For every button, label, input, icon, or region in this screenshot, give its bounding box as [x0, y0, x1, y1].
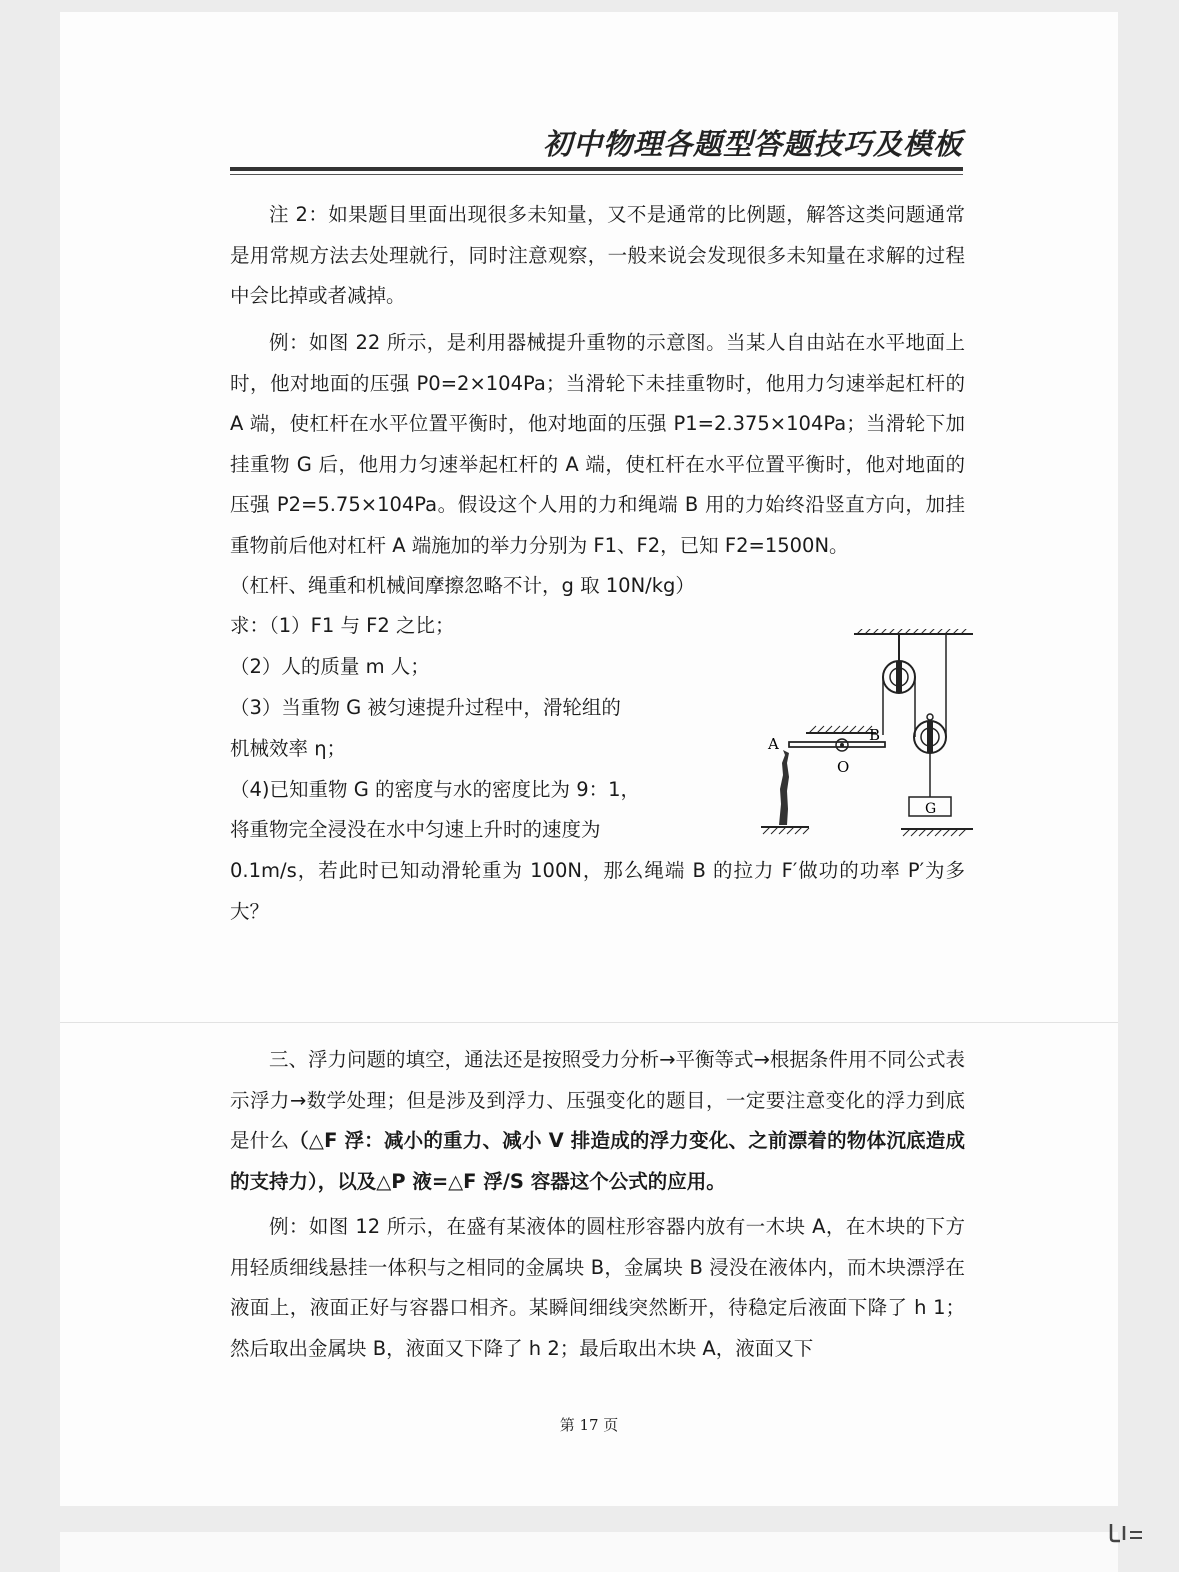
question-2: （2）人的质量 m 人； [230, 655, 430, 678]
example1-paragraph: 例：如图 22 所示，是利用器械提升重物的示意图。当某人自由站在水平地面上时，他对地面的压强 P0=2×104Pa；当滑轮下未挂重物时，他用力匀速举起杠杆的 A 端，使杠杆在水平位置平衡时，他对地面的压强 P1=2.375×104Pa；当滑轮下加挂重物 G 后，他用力匀速举起杠杆的 A 端，使杠杆在水平位置平衡时，他对地面的压强 P2=5.75×104Pa。假设这个人用的力和绳端 B 用的力始终沿竖直方向，加挂重物前后他对杠杆 A 端施加的举力分别为 F1、F2，已知 F2=1500N。 [230, 331, 965, 557]
question-4-rest: 0.1m/s，若此时已知动滑轮重为 100N，那么绳端 B 的拉力 F′做功的功率 P′为多大？ [230, 859, 965, 923]
label-a: A [768, 735, 779, 753]
example1-note-line: （杠杆、绳重和机械间摩擦忽略不计，g 取 10N/kg） [230, 574, 695, 597]
question-4-line2: 将重物完全浸没在水中匀速上升时的速度为 [230, 818, 601, 841]
example2-paragraph: 例：如图 12 所示，在盛有某液体的圆柱形容器内放有一木块 A，在木块的下方用轻质细线悬挂一体积与之相同的金属块 B，金属块 B 浸没在液体内，而木块漂浮在液面上，液面正好与容器口相齐。某瞬间细线突然断开，待稳定后液面下降了 h 1；然后取出金属块 B，液面又下降了 h 2；最后取出木块 A，液面又下 [230, 1215, 965, 1360]
note-paragraph: 注 2：如果题目里面出现很多未知量，又不是通常的比例题，解答这类问题通常是用常规方法去处理就行，同时注意观察，一般来说会发现很多未知量在求解的过程中会比掉或者减掉。 [230, 203, 965, 307]
page-fold [60, 1022, 1118, 1023]
question-1: 求：（1）F1 与 F2 之比； [230, 614, 455, 637]
next-page-strip [60, 1532, 1118, 1572]
section3-text: 三、浮力问题的填空，通法还是按照受力分析→平衡等式→根据条件用不同公式表示浮力→数学处理；但是涉及到浮力、压强变化的题目，一定要注意变化的浮力到底是什么 [230, 1048, 965, 1152]
label-b: B [869, 726, 881, 744]
page-scroll-icon[interactable] [1108, 1518, 1148, 1548]
person-figure [779, 750, 789, 825]
question-3-line2: 机械效率 η； [230, 737, 347, 760]
label-o: O [837, 758, 850, 776]
header-title: 初中物理各题型答题技巧及模板 [542, 127, 963, 161]
lever-pulley-diagram [691, 629, 981, 839]
question-4-line1: （4)已知重物 G 的密度与水的密度比为 9：1， [230, 778, 641, 801]
page-number: 第 17 页 [559, 1416, 619, 1434]
document-page [60, 12, 1118, 1506]
header-rule [230, 167, 963, 171]
question-3-line1: （3）当重物 G 被匀速提升过程中，滑轮组的 [230, 696, 621, 719]
section3-paragraph [230, 1040, 965, 1202]
label-g: G [925, 801, 937, 817]
section3-bold-text: （△F 浮：减小的重力、减小 V 排造成的浮力变化、之前漂着的物体沉底造成的支持力），以及△P 液=△F 浮/S 容器这个公式的应用。 [230, 1129, 965, 1193]
header-rule-thin [230, 174, 963, 175]
